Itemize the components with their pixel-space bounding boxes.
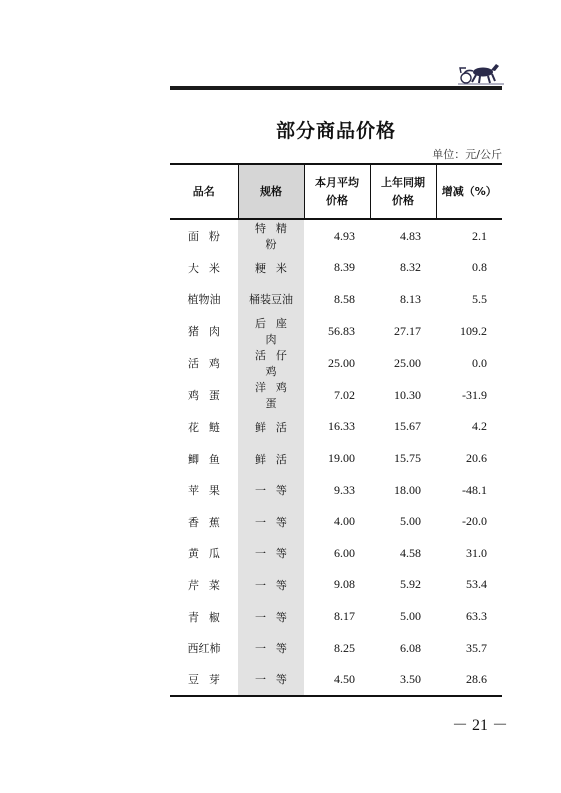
cell-spec: 活仔鸡 <box>238 347 304 379</box>
cell-avg-price: 25.00 <box>328 355 355 370</box>
cell-avg-price: 6.00 <box>334 545 355 560</box>
cell-change: -48.1 <box>462 482 487 497</box>
cell-change: 20.6 <box>466 451 487 466</box>
table-header-row <box>170 164 502 219</box>
cell-name: 猪肉 <box>188 325 230 339</box>
cell-prev-price: 4.83 <box>400 228 421 243</box>
cell-spec: 一等 <box>238 601 304 633</box>
cell-change: 35.7 <box>466 640 487 655</box>
cell-spec: 洋鸡蛋 <box>238 379 304 411</box>
table-row <box>170 443 502 475</box>
header-spec: 规格 <box>238 164 304 219</box>
cell-spec: 粳米 <box>238 252 304 284</box>
cell-name: 西红柿 <box>187 642 221 656</box>
cell-name: 香蕉 <box>188 515 230 529</box>
cell-name: 青椒 <box>188 610 230 624</box>
cell-spec: 一等 <box>238 506 304 538</box>
page-number: － 21 － <box>451 717 508 734</box>
table-row <box>170 474 502 506</box>
cell-change: -20.0 <box>462 514 487 529</box>
cell-change: 4.2 <box>472 419 487 434</box>
cell-name: 鲫鱼 <box>188 452 230 466</box>
cell-prev-price: 8.13 <box>400 291 421 306</box>
cell-spec: 一等 <box>238 632 304 664</box>
cell-prev-price: 3.50 <box>370 664 436 696</box>
cell-change: -31.9 <box>462 387 487 402</box>
cell-spec: 桶装豆油 <box>238 284 304 316</box>
table-row <box>170 632 502 664</box>
cell-prev-price: 27.17 <box>394 323 421 338</box>
cell-prev-price: 5.00 <box>400 609 421 624</box>
cell-avg-price: 7.02 <box>334 387 355 402</box>
cell-change: 109.2 <box>460 323 487 338</box>
header-prev-price: 上年同期 价格 <box>370 164 436 219</box>
cell-avg-price: 8.39 <box>334 260 355 275</box>
cell-change: 5.5 <box>472 291 487 306</box>
cell-avg-price: 8.17 <box>334 609 355 624</box>
cell-prev-price: 8.32 <box>400 260 421 275</box>
header-rule <box>170 86 502 90</box>
cell-avg-price: 16.33 <box>328 419 355 434</box>
cell-avg-price: 4.00 <box>334 514 355 529</box>
cell-avg-price: 8.25 <box>334 640 355 655</box>
cell-avg-price: 9.08 <box>334 577 355 592</box>
cell-prev-price: 15.75 <box>394 451 421 466</box>
cell-avg-price: 4.93 <box>334 228 355 243</box>
table-row <box>170 569 502 601</box>
cell-change: 0.0 <box>472 355 487 370</box>
cell-prev-price: 15.67 <box>394 419 421 434</box>
cell-name: 面粉 <box>188 230 230 243</box>
header-name: 品名 <box>170 164 238 219</box>
header-avg-price: 本月平均 价格 <box>304 164 370 219</box>
cell-spec: 鲜活 <box>238 411 304 443</box>
cell-name: 活鸡 <box>188 357 230 371</box>
table-row <box>170 379 502 411</box>
cell-change: 2.1 <box>472 228 487 243</box>
cell-prev-price: 10.30 <box>394 387 421 402</box>
cell-avg-price: 9.33 <box>334 482 355 497</box>
table-row <box>170 506 502 538</box>
cell-change: 28.6 <box>436 664 502 696</box>
cell-spec: 后座肉 <box>238 315 304 347</box>
price-table <box>170 163 502 697</box>
cell-change: 63.3 <box>466 609 487 624</box>
table-row <box>170 538 502 570</box>
cell-prev-price: 6.08 <box>400 640 421 655</box>
table-row <box>170 347 502 379</box>
cell-avg-price: 19.00 <box>328 451 355 466</box>
cell-name: 苹果 <box>188 484 230 498</box>
cell-change: 0.8 <box>472 260 487 275</box>
table-title: 部分商品价格 <box>275 120 396 142</box>
cell-avg-price: 4.50 <box>304 664 370 696</box>
cell-name: 花鲢 <box>188 420 230 434</box>
table-row <box>170 411 502 443</box>
cell-prev-price: 4.58 <box>400 545 421 560</box>
table-row <box>170 219 502 252</box>
cell-prev-price: 25.00 <box>394 355 421 370</box>
cell-spec: 鲜活 <box>238 443 304 475</box>
horse-carriage-logo-icon <box>458 60 504 86</box>
cell-spec: 一等 <box>238 474 304 506</box>
cell-name: 黄瓜 <box>188 547 230 561</box>
cell-spec: 一等 <box>238 569 304 601</box>
cell-prev-price: 5.00 <box>400 514 421 529</box>
cell-change: 31.0 <box>466 545 487 560</box>
table-row <box>170 315 502 347</box>
cell-name: 芹菜 <box>188 578 230 592</box>
cell-prev-price: 5.92 <box>400 577 421 592</box>
table-row <box>170 252 502 284</box>
header-change: 增减（%） <box>436 164 502 219</box>
table-row <box>170 284 502 316</box>
cell-avg-price: 56.83 <box>328 323 355 338</box>
table-row <box>170 664 502 696</box>
cell-name: 大米 <box>188 261 230 275</box>
cell-avg-price: 8.58 <box>334 291 355 306</box>
table-row <box>170 601 502 633</box>
cell-name: 鸡蛋 <box>188 389 230 403</box>
cell-name: 植物油 <box>187 293 221 307</box>
cell-spec: 特精粉 <box>238 219 304 252</box>
unit-label: 单位：元/公斤 <box>432 148 502 161</box>
cell-name: 豆芽 <box>170 664 238 696</box>
cell-prev-price: 18.00 <box>394 482 421 497</box>
cell-spec: 一等 <box>238 538 304 570</box>
cell-change: 53.4 <box>466 577 487 592</box>
cell-spec: 一等 <box>238 664 304 696</box>
